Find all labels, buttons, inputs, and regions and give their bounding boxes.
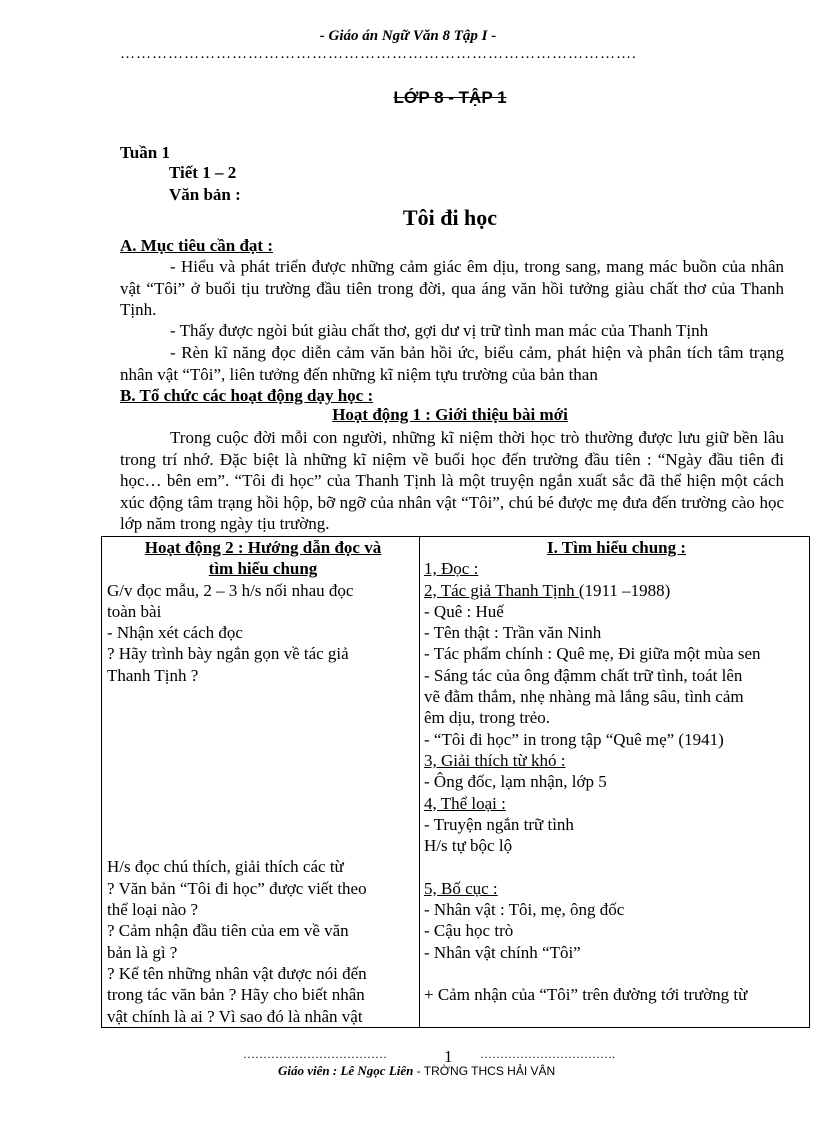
right-lines-line: - Ông đốc, lạm nhận, lớp 5: [424, 772, 607, 792]
right-column-lines: [424, 558, 809, 1005]
right-lines-line: 4, Thể loại :: [424, 793, 506, 813]
left-lines-line: [107, 686, 419, 707]
right-lines-line: 3, Giải thích từ khó :: [424, 750, 566, 770]
right-lines-line: 5, Bố cục :: [424, 878, 498, 898]
activity-1-heading: Hoạt động 1 : Giới thiệu bài mới: [332, 405, 568, 424]
left-lines-line: toàn bài: [107, 601, 162, 621]
footer-dots-right: …………………………….: [480, 1047, 615, 1061]
objective-2: - Thấy được ngòi bút giàu chất thơ, gợi dư vị trữ tình man mác của Thanh Tịnh: [170, 321, 709, 340]
right-lines-line: - Cậu học trò: [424, 921, 514, 941]
teacher-student-column: [102, 537, 420, 1028]
week-label: Tuần 1: [120, 143, 170, 162]
left-lines-line: H/s đọc chú thích, giải thích các từ: [107, 857, 344, 877]
right-lines-line: - Sáng tác của ông đậmm chất trữ tình, toát lên: [424, 665, 743, 685]
right-lines-line: - Tác phẩm chính : Quê mẹ, Đi giữa một mùa sen: [424, 644, 761, 664]
left-lines-line: thể loại nào ?: [107, 900, 199, 920]
left-lines-line: [107, 771, 419, 792]
page-number: 1: [444, 1047, 453, 1066]
activity-2-table: [101, 536, 810, 1028]
left-column-heading-2: tìm hiểu chung: [208, 559, 318, 579]
left-column-lines: [107, 580, 419, 1027]
footer-credit: [278, 1063, 555, 1079]
activity-1-text: Trong cuộc đời mỗi con người, những kĩ niệm thời học trò thường được lưu giữ bền lâu trong trí nhớ. Đặc biệt là những kĩ niệm về buổi học đến trường đầu tiên : “Ngày đầu tiên đi học… bên em”. “Tôi đi học” của Thanh Tịnh là một truyện ngắn xuất sắc đã thể hiện một cách xúc động tâm trạng hồi hộp, bỡ ngỡ của nhân vật “Tôi”, chú bé được mẹ đưa đến trường cào học lớp năm trong ngày tịu trường.: [120, 428, 784, 533]
right-column-heading: I. Tìm hiểu chung :: [546, 538, 687, 557]
section-b-heading: B. Tổ chức các hoạt động dạy học :: [120, 386, 374, 405]
left-lines-line: [107, 835, 419, 856]
left-lines-line: Thanh Tịnh ?: [107, 665, 199, 685]
right-lines-line: - Truyện ngắn trữ tình: [424, 814, 574, 834]
content-column: [420, 537, 810, 1028]
right-lines-line: - Nhân vật chính “Tôi”: [424, 942, 581, 962]
left-lines-line: ? Cảm nhận đầu tiên của em về văn: [107, 921, 349, 941]
right-lines-line: [424, 856, 809, 877]
left-lines-line: [107, 793, 419, 814]
right-lines-line: êm dịu, trong trẻo.: [424, 708, 551, 728]
footer-dots-left: ………………………………: [243, 1047, 387, 1061]
section-a-heading: A. Mục tiêu cần đạt :: [120, 236, 273, 255]
right-lines-line: - Nhân vật : Tôi, mẹ, ông đốc: [424, 900, 625, 920]
right-lines-line: 2, Tác giả Thanh Tịnh (1911 –1988): [424, 580, 671, 600]
right-lines-line: - Quê : Huế: [424, 601, 504, 621]
left-lines-line: [107, 750, 419, 771]
header-dotted-rule: …………………………………………………………………………………….: [120, 46, 637, 62]
lesson-title: Tôi đi học: [402, 205, 498, 230]
left-lines-line: vật chính là ai ? Vì sao đó là nhân vật: [107, 1006, 363, 1026]
left-lines-line: [107, 729, 419, 750]
objective-1: - Hiểu và phát triển được những cảm giác êm dịu, trong sang, mang mác buồn của nhân vật “Tôi” ở buổi tịu trường đầu tiên trong đời, qua áng văn hồi tưởng giàu chất thơ của Thanh Tịnh.: [120, 257, 784, 319]
objective-3: - Rèn kĩ năng đọc diễn cảm văn bản hồi ức, biểu cảm, phát hiện và phân tích tâm trạng nhân vật “Tôi”, liên tưởng đến những kĩ niệm tựu trường của bản than: [120, 343, 784, 384]
text-label: Văn bản :: [169, 185, 241, 204]
left-lines-line: ? Kể tên những nhân vật được nói đến: [107, 963, 367, 983]
right-lines-line: 1, Đọc :: [424, 559, 479, 579]
left-lines-line: ? Hãy trình bày ngắn gọn về tác giả: [107, 644, 349, 664]
left-column-heading-1: Hoạt động 2 : Hướng dẫn đọc và: [144, 538, 382, 557]
right-lines-line: + Cảm nhận của “Tôi” trên đường tới trường từ: [424, 985, 748, 1005]
left-lines-line: ? Văn bản “Tôi đi học” được viết theo: [107, 878, 367, 898]
class-title: LỚP 8 - TẬP 1: [393, 88, 507, 107]
left-lines-line: trong tác văn bản ? Hãy cho biết nhân: [107, 985, 365, 1005]
left-lines-line: G/v đọc mẫu, 2 – 3 h/s nối nhau đọc: [107, 580, 354, 600]
right-lines-line: - “Tôi đi học” in trong tập “Quê mẹ” (1941): [424, 729, 724, 749]
school-name: - TRỜNG THCS HẢI VÂN: [416, 1064, 556, 1078]
left-lines-line: - Nhận xét cách đọc: [107, 623, 243, 643]
right-lines-line: - Tên thật : Trần văn Ninh: [424, 623, 602, 643]
left-lines-line: bản là gì ?: [107, 942, 178, 962]
teacher-name: Giáo viên : Lê Ngọc Liên: [278, 1063, 414, 1078]
right-lines-line: [424, 963, 809, 984]
left-lines-line: [107, 707, 419, 728]
right-lines-line: H/s tự bộc lộ: [424, 836, 513, 856]
right-lines-line: vẽ đằm thắm, nhẹ nhàng mà lắng sâu, tình cảm: [424, 687, 744, 707]
left-lines-line: [107, 814, 419, 835]
running-header: - Giáo án Ngữ Văn 8 Tập I -: [319, 28, 497, 44]
period-label: Tiết 1 – 2: [169, 163, 237, 182]
